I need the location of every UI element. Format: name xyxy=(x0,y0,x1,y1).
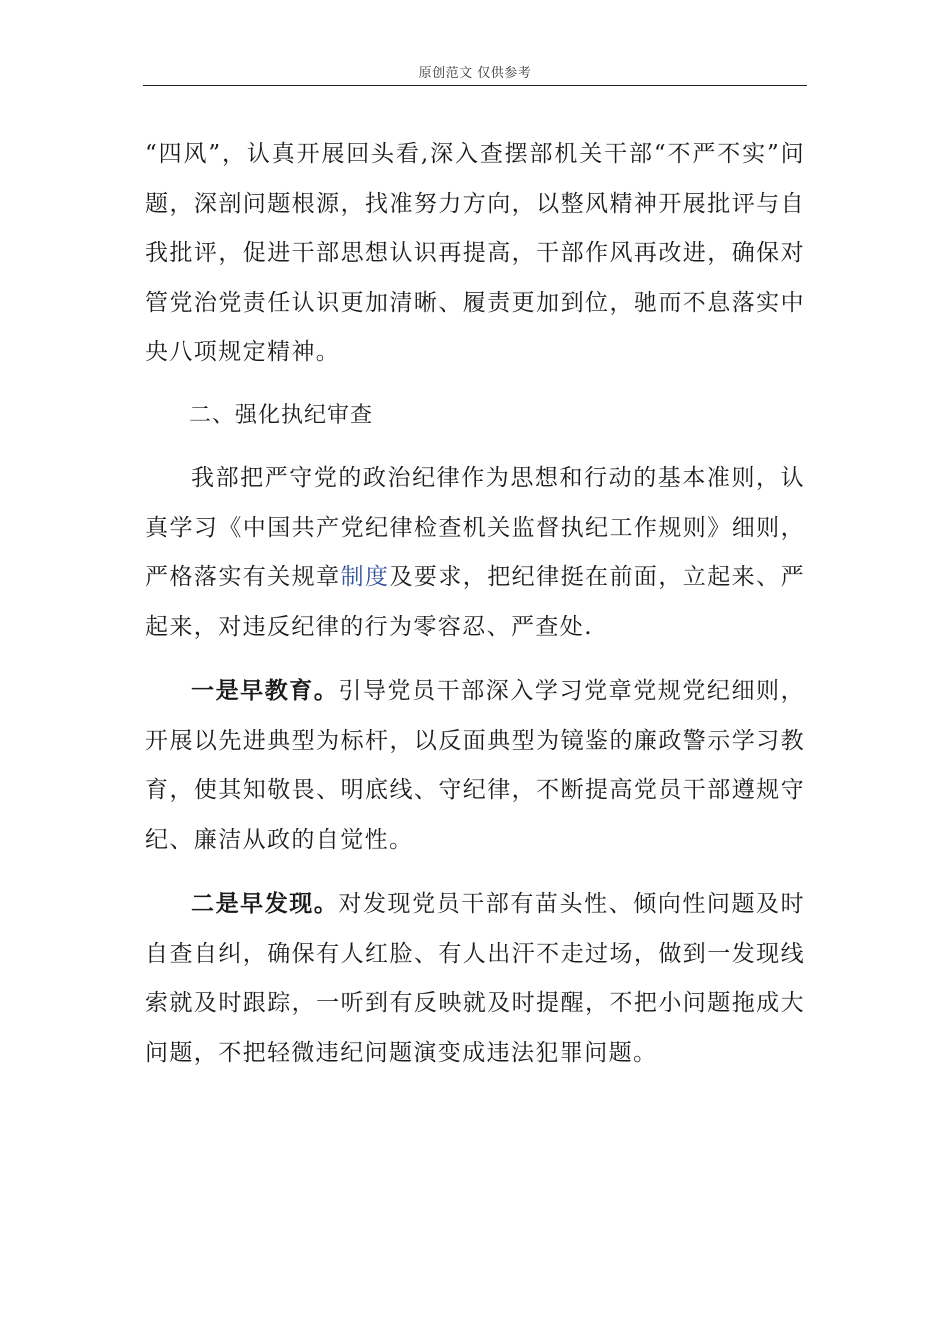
paragraph-gap xyxy=(145,440,805,454)
lead-early-discovery: 二是早发现。 xyxy=(191,890,339,917)
paragraph-political-discipline xyxy=(145,454,805,652)
paragraph-four-winds: “四风”，认真开展回头看,深入查摆部机关干部“不严不实”问题，深剖问题根源，找准努力方向，以整风精神开展批评与自我批评，促进干部思想认识再提高，干部作风再改进，确保对管党治党责任认识更加清晰、履责更加到位，驰而不息落实中央八项规定精神。 xyxy=(145,141,805,365)
paragraph-text: 及要求，把纪律挺在前面，立起来、严起来，对违反纪律的行为零容忍、严查处. xyxy=(145,564,805,640)
paragraph-gap xyxy=(145,378,805,391)
section-heading-discipline: 二、强化执纪审查 xyxy=(189,402,374,428)
document-body xyxy=(145,130,805,1078)
paragraph-text: 我部把严守党的政治纪律作为思想和行动的基本准则，认真学习《中国共产党纪律检查机关监督执纪工作规则》细则，严格落实有关规章 xyxy=(145,465,805,590)
paragraph-gap xyxy=(145,865,805,879)
paragraph-text: 引导党员干部深入学习党章党规党纪细则，开展以先进典型为标杆，以反面典型为镜鉴的廉政警示学习教育，使其知敬畏、明底线、守纪律，不断提高党员干部遵规守纪、廉洁从政的自觉性。 xyxy=(145,678,805,853)
system-link[interactable]: 制度 xyxy=(340,564,390,590)
paragraph-early-discovery xyxy=(145,879,805,1078)
paragraph-early-education xyxy=(145,666,805,865)
paragraph-text: 对发现党员干部有苗头性、倾向性问题及时自查自纠，确保有人红脸、有人出汗不走过场，做到一发现线索就及时跟踪，一听到有反映就及时提醒，不把小问题拖成大问题，不把轻微违纪问题演变成违法犯罪问题。 xyxy=(145,891,805,1066)
page-header-note: 原创范文 仅供参考 xyxy=(418,66,532,81)
paragraph-gap xyxy=(145,652,805,666)
lead-early-education: 一是早教育。 xyxy=(191,677,339,704)
header-divider xyxy=(143,85,807,86)
